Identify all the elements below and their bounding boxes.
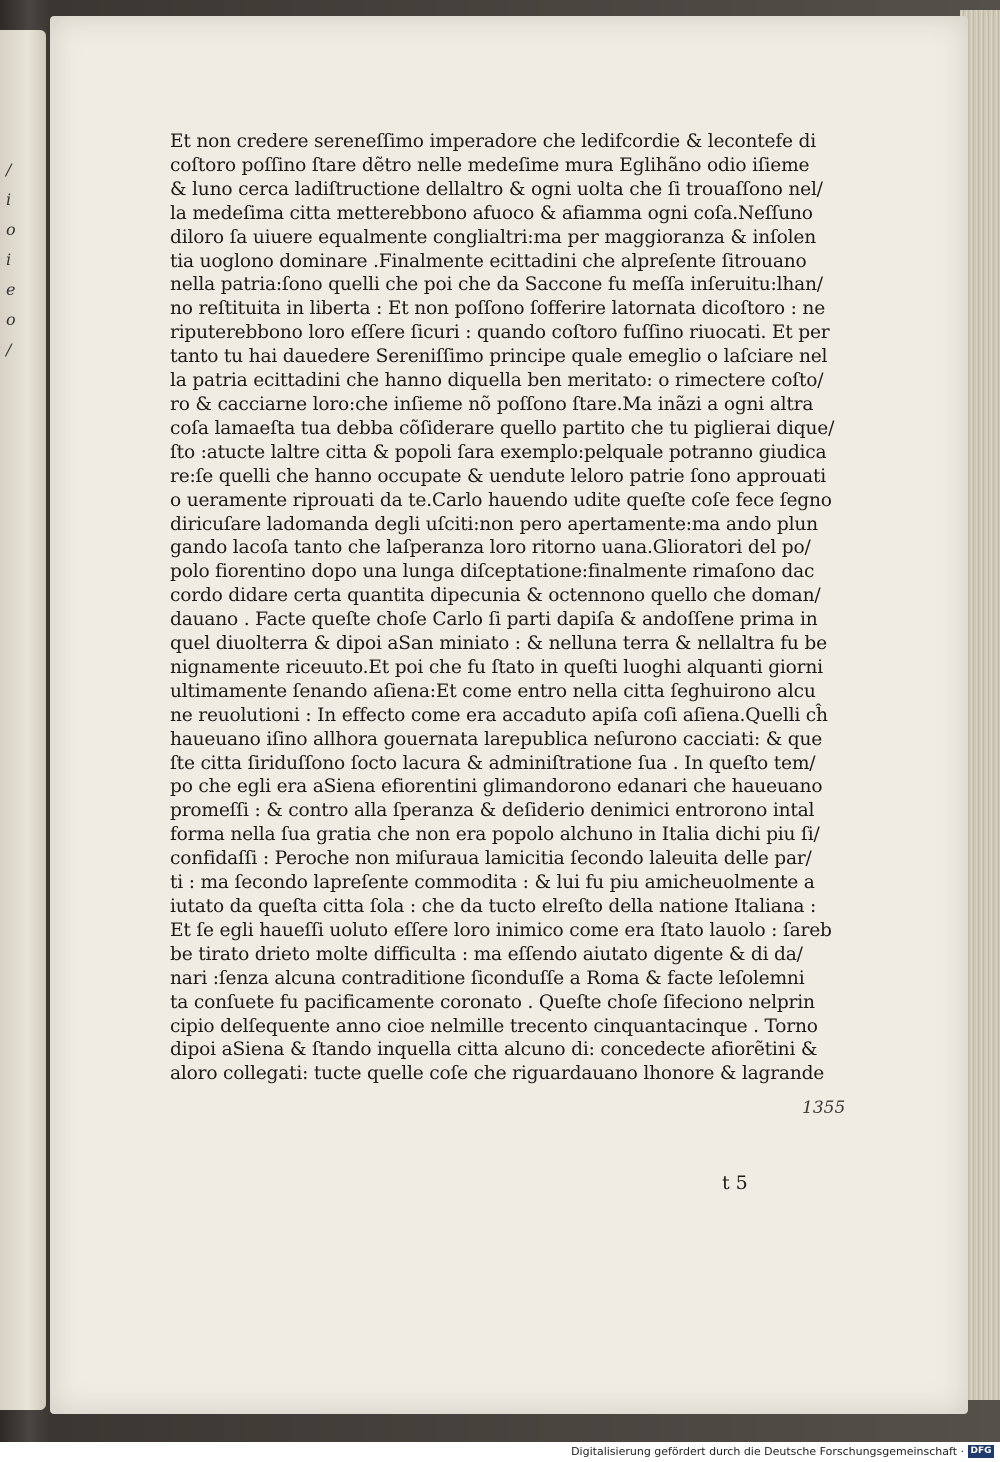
book-page [50, 16, 968, 1414]
left-mark: i [6, 250, 12, 269]
text-line: ti : ma ſecondo lapreſente commodita : & lui fu piu amicheuolmente a [170, 872, 815, 894]
text-line: nignamente riceuuto.Et poi che fu ſtato in queſti luoghi alquanti giorni [170, 656, 823, 678]
text-line: Et ſe egli haueſſi uoluto eſſere loro inimico come era ſtato lauolo : ſareb [170, 919, 832, 941]
signature-mark: t 5 [722, 1172, 748, 1194]
text-line: riputerebbono loro eſſere ſicuri : quando coſtoro fuſſino riuocati. Et per [170, 322, 830, 344]
text-line: diricuſare ladomanda degli uſciti:non pero apertamente:ma ando plun [170, 513, 818, 535]
text-line: cordo didare certa quantita dipecunia & octennono quello che doman/ [170, 585, 821, 607]
text-line: be tirato drieto molte difficulta : ma eſſendo aiutato digente & di da/ [170, 943, 803, 965]
text-line: re:ſe quelli che hanno occupate & uendute leloro patrie ſono approuati [170, 465, 826, 487]
text-line: tia uoglono dominare .Finalmente ecittadini che alpreſente ſitrouano [170, 250, 807, 272]
text-line: haueuano iſino allhora gouernata larepublica neſurono cacciati: & que [170, 728, 823, 750]
left-mark: e [6, 280, 16, 299]
text-line: ſto :atucte laltre citta & popoli ſara exemplo:pelquale potranno giudica [170, 441, 827, 463]
text-line: ro & cacciarne loro:che inſieme nõ poſſono ſtare.Ma inãzi a ogni altra [170, 393, 814, 415]
text-line: polo fiorentino dopo una lunga diſceptatione:finalmente rimaſono dac [170, 561, 815, 583]
text-line: iutato da queſta citta ſola : che da tucto elreſto della natione Italiana : [170, 896, 817, 917]
left-mark: / [6, 340, 12, 359]
text-line: ſte citta ſiriduſſono ſocto lacura & adminiſtratione ſua . In queſto tem/ [170, 752, 816, 774]
text-line: o ueramente riprouati da te.Carlo hauendo udite queſte coſe fece ſegno [170, 489, 832, 511]
left-mark: o [6, 310, 16, 329]
text-line: Et non credere sereneſſimo imperadore che ledifcordie & lecontefe di [170, 131, 817, 152]
text-line: quel diuolterra & dipoi aSan miniato : & nelluna terra & nellaltra fu be [170, 633, 827, 655]
text-line: la patria ecittadini che hanno diquella ben meritato: o rimectere coſto/ [170, 370, 824, 392]
text-line: cipio delſequente anno cioe nelmille trecento cinquantacinque . Torno [170, 1015, 818, 1037]
left-mark: o [6, 220, 16, 239]
text-line: coſa lamaeſta tua debba cõſiderare quello partito che tu piglierai dique/ [170, 417, 835, 439]
text-line: ta conſuete fu pacificamente coronato . Queſte choſe ſifeciono nelprin [170, 991, 815, 1013]
text-line: tanto tu hai dauedere Sereniſſimo principe quale emeglio o laſciare nel [170, 346, 828, 368]
left-page-marks [6, 160, 36, 370]
footer-bar [0, 1442, 1000, 1462]
text-line: & luno cerca ladiſtructione dellaltro & ogni uolta che ſi trouaſſono nel/ [170, 178, 823, 200]
marginal-note: 1355 [802, 1098, 846, 1118]
text-line: dipoi aSiena & ſtando inquella citta alcuno di: concedecte afiorẽtini & [170, 1039, 818, 1061]
text-line: aloro collegati: tucte quelle coſe che riguardauano lhonore & lagrande [170, 1063, 825, 1085]
text-line: nari :ſenza alcuna contraditione ſiconduſſe a Roma & facte leſolemni [170, 967, 805, 989]
left-mark: / [6, 160, 12, 179]
left-page-edge [0, 30, 46, 1410]
dfg-logo: DFG [968, 1445, 994, 1458]
text-line: ultimamente ſenando aſiena:Et come entro nella citta ſeghuirono alcu [170, 680, 816, 702]
text-line: gando lacoſa tanto che laſperanza loro ritorno uana.Glioratori del po/ [170, 537, 811, 559]
text-line: la medeſima citta metterebbono afuoco & afiamma ogni coſa.Neſſuno [170, 202, 813, 224]
text-line: coſtoro poſſino ſtare dẽtro nelle medeſime mura Eglihãno odio iſieme [170, 154, 810, 176]
text-line: diloro ſa uiuere equalmente conglialtri:ma per maggioranza & inſolen [170, 226, 816, 248]
footer-credit: Digitalisierung gefördert durch die Deutsche Forschungsgemeinschaft · [571, 1445, 964, 1458]
text-line: no reſtituita in liberta : Et non poſſono ſofferire latornata dicoſtoro : ne [170, 298, 825, 320]
text-line: po che egli era aSiena efiorentini glimandorono edanari che haueuano [170, 776, 823, 798]
text-line: confidaſſi : Peroche non miſuraua lamicitia ſecondo laleuita delle par/ [170, 848, 812, 870]
left-mark: i [6, 190, 12, 209]
text-line: promeſſi : & contro alla ſperanza & deſiderio denimici entrorono intal [170, 800, 815, 822]
text-line: ne reuolutioni : In effecto come era accaduto apiſa coſi aſiena.Quelli cĥ [170, 704, 828, 726]
text-line: dauano . Facte queſte choſe Carlo ſi parti dapiſa & andoſſene prima in [170, 609, 818, 631]
text-line: nella patria:ſono quelli che poi che da Saccone fu meſſa inſeruitu:lhan/ [170, 274, 823, 296]
body-text [170, 130, 870, 1086]
text-line: forma nella ſua gratia che non era popolo alchuno in Italia dichi piu ſi/ [170, 824, 820, 846]
